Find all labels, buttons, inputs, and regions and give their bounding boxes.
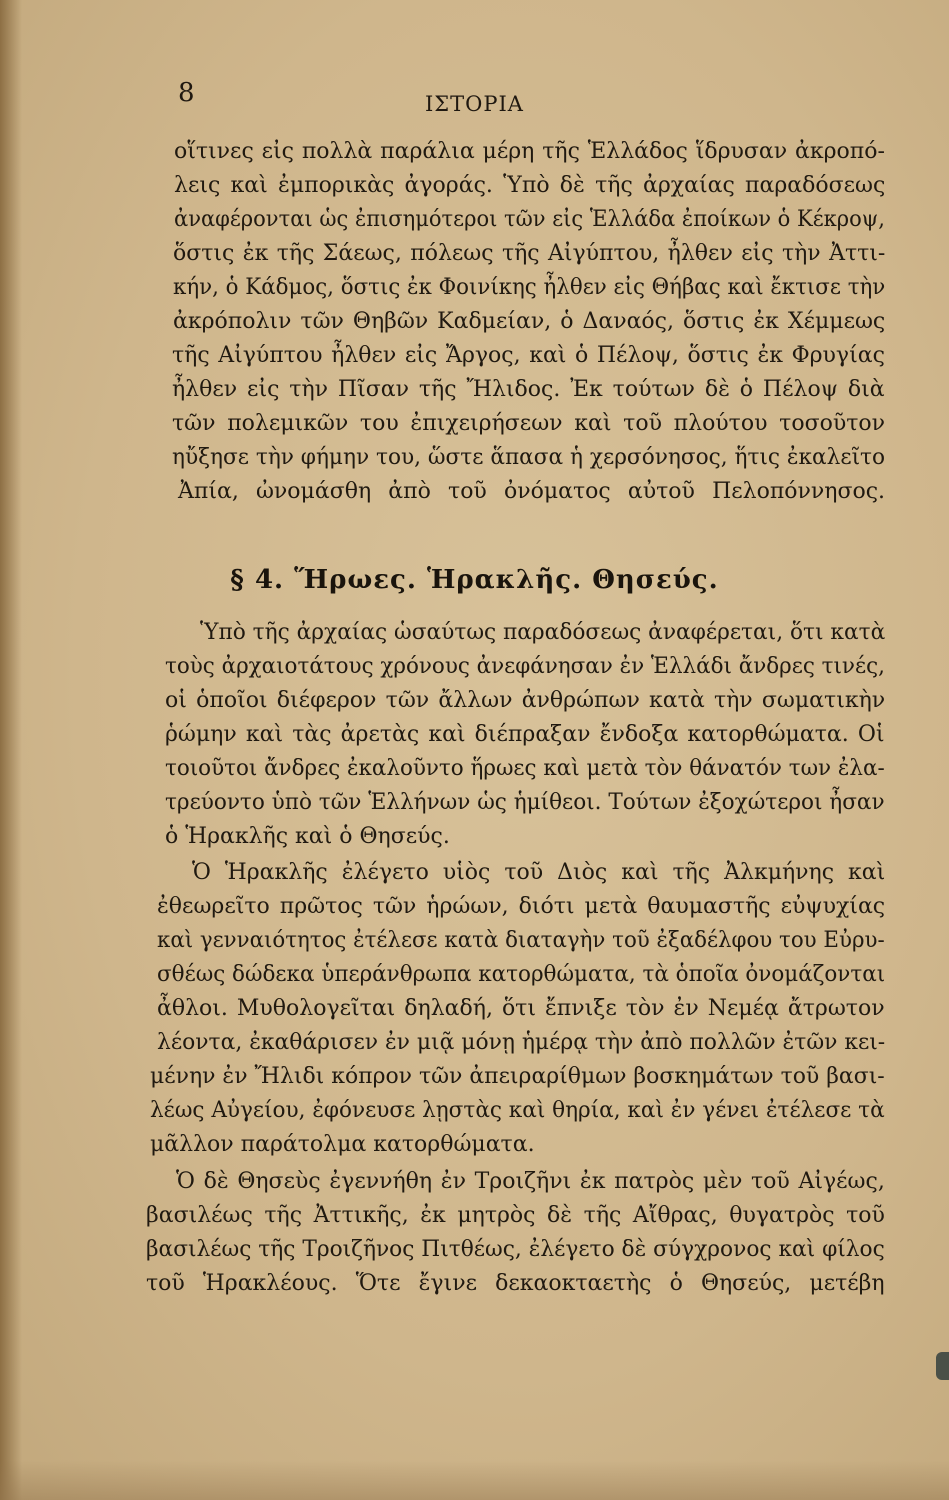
text-line: ἀκρόπολιν τῶν Θηβῶν Καδμείαν, ὁ Δαναός, ὅστις ἐκ Χέμμεως [173,309,886,334]
text-line: μᾶλλον παράτολμα κατορθώματα. [150,1132,535,1157]
text-line: Ἀπία, ὠνομάσθη ἀπὸ τοῦ ὀνόματος αὐτοῦ Πελοπόννησος. [178,479,886,504]
text-line: ἀναφέρονται ὡς ἐπισημότεροι τῶν εἰς Ἑλλάδα ἐποίκων ὁ Κέκροψ, [174,207,885,232]
text-line: βασιλέως τῆς Τροιζῆνος Πιτθέως, ἐλέγετο δὲ σύγχρονος καὶ φίλος [146,1237,885,1262]
section-heading: § 4. Ἥρωες. Ἡρακλῆς. Θησεύς. [230,565,719,595]
page-edge-shadow [0,0,22,1500]
text-line: ἐθεωρεῖτο πρῶτος τῶν ἡρώων, διότι μετὰ θαυμαστῆς εὐψυχίας [157,894,886,919]
text-line: τοῦ Ἡρακλέους. Ὅτε ἔγινε δεκαοκταετὴς ὁ Θησεύς, μετέβη [146,1271,885,1296]
text-line: ὅστις ἐκ τῆς Σάεως, πόλεως τῆς Αἰγύπτου, ἦλθεν εἰς τὴν Ἀττι- [173,241,886,266]
text-line: Ὑπὸ τῆς ἀρχαίας ὡσαύτως παραδόσεως ἀναφέρεται, ὅτι κατὰ [200,620,886,645]
text-line: τοιοῦτοι ἄνδρες ἐκαλοῦντο ἥρωες καὶ μετὰ τὸν θάνατόν των ἐλα- [165,756,885,781]
text-line: λέοντα, ἐκαθάρισεν ἐν μιᾷ μόνῃ ἡμέρᾳ τὴν ἀπὸ πολλῶν ἐτῶν κει- [157,1030,886,1055]
text-line: Ὁ δὲ Θησεὺς ἐγεννήθη ἐν Τροιζῆνι ἐκ πατρὸς μὲν τοῦ Αἰγέως, [176,1169,885,1194]
text-line: λέως Αὐγείου, ἐφόνευσε λῃστὰς καὶ θηρία, καὶ ἐν γένει ἐτέλεσε τὰ [150,1098,885,1123]
text-line: ηὔξησε τὴν φήμην του, ὥστε ἅπασα ἡ χερσόνησος, ἥτις ἐκαλεῖτο [172,445,886,470]
text-line: ῥώμην καὶ τὰς ἀρετὰς καὶ διέπραξαν ἔνδοξα κατορθώματα. Οἱ [165,722,885,747]
page-bottom-shadow [0,1460,949,1500]
text-line: μένην ἐν Ἤλιδι κόπρον τῶν ἀπειραρίθμων βοσκημάτων τοῦ βασι- [150,1064,885,1089]
page-number: 8 [178,78,195,108]
text-line: τρεύοντο ὑπὸ τῶν Ἑλλήνων ὡς ἡμίθεοι. Τούτων ἐξοχώτεροι ἦσαν [165,790,885,815]
text-line: κήν, ὁ Κάδμος, ὅστις ἐκ Φοινίκης ἦλθεν εἰς Θήβας καὶ ἔκτισε τὴν [173,275,886,300]
text-line: ὁ Ἡρακλῆς καὶ ὁ Θησεύς. [165,824,450,849]
text-line: Ὁ Ἡρακλῆς ἐλέγετο υἱὸς τοῦ Διὸς καὶ τῆς Ἀλκμήνης καὶ [192,860,886,885]
text-line: οἵτινες εἰς πολλὰ παράλια μέρη τῆς Ἑλλάδος ἵδρυσαν ἀκροπό- [174,139,885,164]
binding-tack [936,1352,949,1380]
text-line: ἆθλοι. Μυθολογεῖται δηλαδή, ὅτι ἔπνιξε τὸν ἐν Νεμέᾳ ἄτρωτον [157,996,885,1021]
text-line: σθέως δώδεκα ὑπεράνθρωπα κατορθώματα, τὰ ὁποῖα ὀνομάζονται [157,962,886,987]
text-line: οἱ ὁποῖοι διέφερον τῶν ἄλλων ἀνθρώπων κατὰ τὴν σωματικὴν [165,688,886,713]
text-line: ἦλθεν εἰς τὴν Πῖσαν τῆς Ἤλιδος. Ἐκ τούτων δὲ ὁ Πέλοψ διὰ [172,377,885,402]
running-head: ΙΣΤΟΡΙΑ [425,92,524,116]
text-line: τῆς Αἰγύπτου ἦλθεν εἰς Ἄργος, καὶ ὁ Πέλοψ, ὅστις ἐκ Φρυγίας [172,343,885,368]
text-line: λεις καὶ ἐμπορικὰς ἀγοράς. Ὑπὸ δὲ τῆς ἀρχαίας παραδόσεως [174,173,886,198]
text-line: τοὺς ἀρχαιοτάτους χρόνους ἀνεφάνησαν ἐν Ἑλλάδι ἄνδρες τινές, [165,654,885,679]
text-line: τῶν πολεμικῶν του ἐπιχειρήσεων καὶ τοῦ πλούτου τοσοῦτον [172,411,886,436]
text-line: καὶ γενναιότητος ἐτέλεσε κατὰ διαταγὴν τοῦ ἐξαδέλφου του Εὐρυ- [157,928,885,953]
text-line: βασιλέως τῆς Ἀττικῆς, ἐκ μητρὸς δὲ τῆς Αἴθρας, θυγατρὸς τοῦ [146,1203,885,1228]
